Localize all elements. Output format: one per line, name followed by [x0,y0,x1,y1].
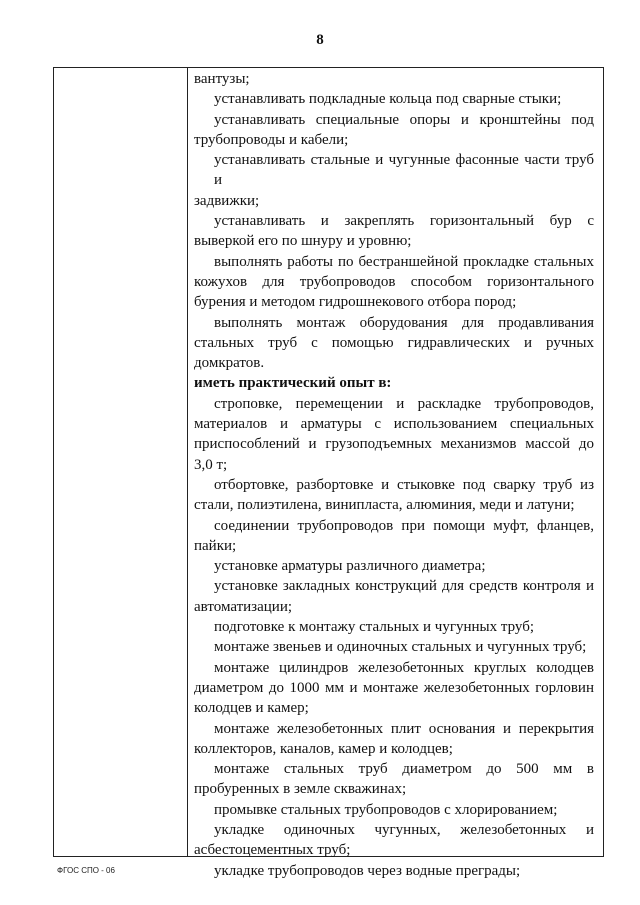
text-line: асбестоцементных труб; [194,842,351,859]
text-line: соединении трубопроводов при помощи муфт, фланцев, [214,517,594,534]
text-line: строповке, перемещении и раскладке трубопроводов, [214,395,594,412]
text-line: установке закладных конструкций для средств контроля и [214,578,594,595]
text-line: стали, полиэтилена, винипласта, алюминия, меди и латуни; [194,497,575,514]
text-line: выполнять работы по бестраншейной прокладке стальных [214,253,594,270]
text-line: 3,0 т; [194,456,228,473]
text-line: кожухов для трубопроводов способом горизонтального [194,273,594,290]
text-line: подготовке к монтажу стальных и чугунных труб; [214,619,535,636]
text-line: монтаже звеньев и одиночных стальных и чугунных труб; [214,639,587,656]
text-line: промывке стальных трубопроводов с хлорированием; [214,801,558,818]
text-line: выверкой его по шнуру и уровню; [194,233,412,250]
text-line: установке арматуры различного диаметра; [214,558,486,575]
text-line: колодцев и камер; [194,700,309,717]
text-line: монтаже цилиндров железобетонных круглых колодцев [214,659,594,676]
section-heading: иметь практический опыт в: [194,375,392,392]
text-line: монтаже стальных труб диаметром до 500 мм в [214,761,594,778]
text-line: отбортовке, разбортовке и стыковке под сварку труб из [214,476,594,493]
text-line: материалов и арматуры с использованием специальных [194,416,594,433]
text-line: трубопроводы и кабели; [194,131,349,148]
text-line: монтаже железобетонных плит основания и перекрытия [214,720,594,737]
text-line: укладке одиночных чугунных, железобетонных и [214,821,594,838]
text-line: домкратов. [194,355,265,372]
text-line: автоматизации; [194,598,293,615]
footer-code: ФГОС СПО - 06 [57,866,115,875]
text-line: устанавливать стальные и чугунные фасонные части труб и [214,152,594,189]
text-line: укладке трубопроводов через водные преграды; [214,862,521,879]
table-right-column [194,69,594,881]
text-line: пайки; [194,537,237,554]
text-line: устанавливать специальные опоры и кронштейны под [214,111,594,128]
text-line: бурения и методом гидрошнекового отбора пород; [194,294,517,311]
text-line: устанавливать и закреплять горизонтальный бур с [214,213,594,230]
text-line: выполнять монтаж оборудования для продавливания [214,314,594,331]
text-line: приспособлений и грузоподъемных механизмов массой до [194,436,594,453]
text-line: коллекторов, каналов, камер и колодцев; [194,740,453,757]
text-line: диаметром до 1000 мм и монтаже железобетонных горловин [194,679,594,696]
text-line: стальных труб с помощью гидравлических и ручных [194,334,594,351]
text-line: вантузы; [194,71,250,87]
page-number: 8 [316,32,324,48]
text-line: устанавливать подкладные кольца под сварные стыки; [214,91,562,108]
text-line: пробуренных в земле скважинах; [194,781,407,798]
table-left-column [54,68,188,856]
text-line: задвижки; [194,192,260,209]
